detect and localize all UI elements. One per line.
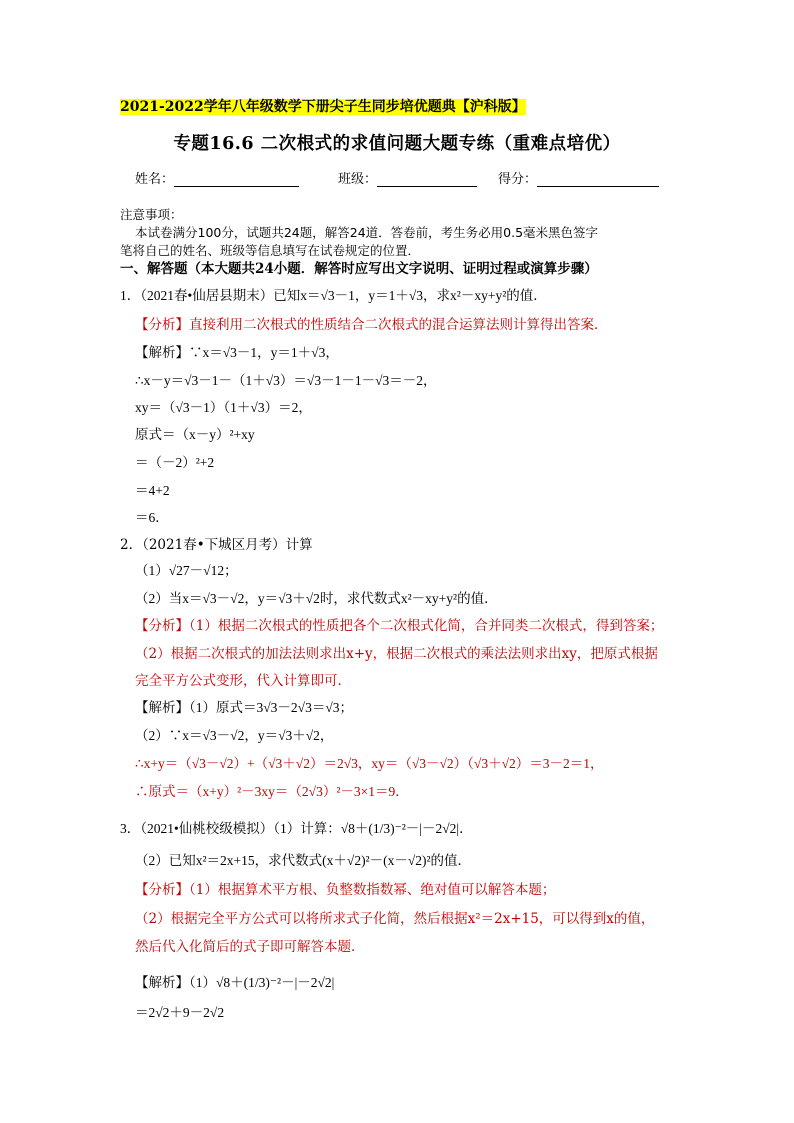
q3-stem: 3．（2021•仙桃校级模拟）（1）计算：√8＋(1/3)⁻²－|－2√2|． (120, 821, 473, 836)
q1-step-3: xy＝（√3－1）（1＋√3）＝2， (135, 400, 312, 415)
class-field[interactable] (338, 168, 477, 187)
q2-step-4: ∴原式＝（x+y）²－3xy＝（2√3）²－3×1＝9． (135, 784, 409, 799)
q2-analysis-3: 完全平方公式变形，代入计算即可． (135, 673, 351, 689)
q2-stem: 2．（2021春•下城区月考）计算 (120, 537, 313, 553)
q2-step-3: ∴x+y＝（√3－√2）+（√3＋√2）＝2√3，xy＝（√3－√2）（√3＋√2）＝3－2＝1， (135, 756, 604, 771)
page-title: 专题16.6 二次根式的求值问题大题专练（重难点培优） (173, 134, 621, 154)
q1-step-7: ＝6． (135, 510, 169, 525)
q3-analysis-2: （2）根据完全平方公式可以将所求式子化简，然后根据x²＝2x+15，可以得到x的值， (135, 911, 655, 927)
class-blank[interactable] (377, 172, 477, 187)
q1-step-6: ＝4+2 (135, 483, 170, 498)
q2-step-1: 【解析】（1）原式＝3√3－2√3＝√3； (135, 700, 353, 715)
section-heading: 一、解答题（本大题共24小题．解答时应写出文字说明、证明过程或演算步骤） (120, 261, 598, 277)
score-label: 得分： (498, 172, 538, 187)
class-label: 班级： (338, 172, 378, 187)
q1-step-5: ＝（－2）²+2 (135, 455, 215, 470)
q2-part-2: （2）当x＝√3－√2，y＝√3＋√2时，求代数式x²－xy+y²的值． (135, 591, 498, 606)
q3-step-1: 【解析】（1）√8＋(1/3)⁻²－|－2√2| (135, 975, 335, 990)
q2-analysis-2: （2）根据二次根式的加法法则求出x+y，根据二次根式的乘法法则求出xy，把原式根据 (135, 646, 658, 662)
q1-step-4: 原式＝（x－y）²+xy (135, 427, 255, 442)
score-blank[interactable] (537, 172, 659, 187)
score-field[interactable] (498, 168, 659, 187)
series-header (120, 98, 526, 116)
q3-analysis-3: 然后代入化简后的式子即可解答本题． (135, 939, 365, 955)
q1-step-2: ∴x－y＝√3－1－（1＋√3）＝√3－1－1－√3＝－2， (135, 373, 437, 388)
name-field[interactable] (135, 168, 299, 187)
notice-heading: 注意事项： (120, 207, 183, 222)
q1-analysis: 【分析】直接利用二次根式的性质结合二次根式的混合运算法则计算得出答案． (135, 317, 608, 333)
name-blank[interactable] (174, 172, 299, 187)
q3-part-2: （2）已知x²＝2x+15，求代数式(x＋√2)²－(x－√2)²的值． (135, 853, 472, 868)
notice-line-2: 笔将自己的姓名、班级等信息填写在试卷规定的位置． (120, 243, 421, 258)
q1-step-1: 【解析】∵x＝√3－1，y＝1＋√3， (135, 345, 339, 360)
q3-step-2: ＝2√2＋9－2√2 (135, 1005, 225, 1020)
q3-analysis-1: 【分析】（1）根据算术平方根、负整数指数幂、绝对值可以解答本题； (135, 882, 556, 898)
name-label: 姓名： (135, 172, 175, 187)
notice-line-1: 本试卷满分100分，试题共24题，解答24道．答卷前，考生务必用0.5毫米黑色签字 (135, 225, 599, 240)
q2-part-1: （1）√27－√12； (135, 563, 238, 578)
q2-analysis-1: 【分析】（1）根据二次根式的性质把各个二次根式化简，合并同类二次根式，得到答案； (135, 618, 664, 634)
q2-step-2: （2）∵x＝√3－√2，y＝√3＋√2， (135, 728, 334, 743)
series-header-text: 2021-2022学年八年级数学下册尖子生同步培优题典【沪科版】 (120, 99, 526, 115)
q1-stem: 1．（2021春•仙居县期末）已知x＝√3－1，y＝1＋√3，求x²－xy+y²的值． (120, 288, 547, 303)
